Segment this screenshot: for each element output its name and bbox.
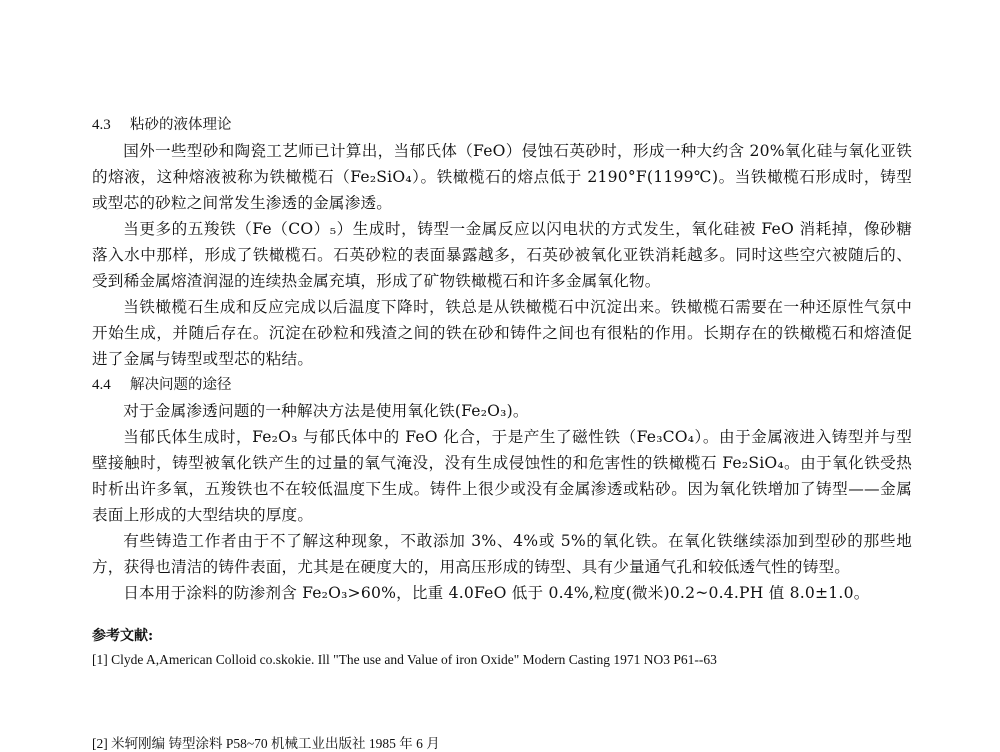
section-title: 解决问题的途径 (130, 377, 232, 393)
reference-item: [1] Clyde A,American Colloid co.skokie. Ill "The use and Value of iron Oxide" Modern Casting 1971 NO3 P61--63 (92, 652, 717, 667)
section-title: 粘砂的液体理论 (130, 117, 232, 133)
section-number: 4.3 (92, 117, 111, 133)
paragraph: 国外一些型砂和陶瓷工艺师已计算出，当郁氏体（FeO）侵蚀石英砂时，形成一种大约含 20%氧化硅与氧化亚铁的熔液，这种熔液被称为铁橄榄石（Fe₂SiO₄）。铁橄榄石的熔点低于 2190°F(1199℃)。当铁橄榄石形成时，铸型或型芯的砂粒之间常发生渗透的金属渗透。 (92, 142, 912, 212)
references-title: 参考文献: (92, 628, 154, 644)
document-page (92, 112, 912, 672)
paragraph: 日本用于涂料的防渗剂含 Fe₂O₃>60%，比重 4.0FeO 低于 0.4%,粒度(微米)0.2~0.4.PH 值 8.0±1.0。 (123, 584, 870, 602)
paragraph: 当更多的五羧铁（Fe（CO）₅）生成时，铸型一金属反应以闪电状的方式发生，氧化硅被 FeO 消耗掉，像砂糖落入水中那样，形成了铁橄榄石。石英砂粒的表面暴露越多，石英砂被氧化亚铁消耗越多。同时这些空穴被随后的、受到稀金属熔渣润湿的连续热金属充填，形成了矿物铁橄榄石和许多金属氧化物。 (92, 220, 912, 290)
paragraph: 对于金属渗透问题的一种解决方法是使用氧化铁(Fe₂O₃)。 (123, 402, 529, 420)
section-heading-4-3 (92, 112, 912, 138)
paragraph: 当铁橄榄石生成和反应完成以后温度下降时，铁总是从铁橄榄石中沉淀出来。铁橄榄石需要在一种还原性气氛中开始生成，并随后存在。沉淀在砂粒和残渣之间的铁在砂和铸件之间也有很粘的作用。长期存在的铁橄榄石和熔渣促进了金属与铸型或型芯的粘结。 (92, 298, 912, 368)
paragraph: 当郁氏体生成时，Fe₂O₃ 与郁氏体中的 FeO 化合，于是产生了磁性铁（Fe₃CO₄）。由于金属液进入铸型并与型壁接触时，铸型被氧化铁产生的过量的氧气淹没，没有生成侵蚀性的和危害性的铁橄榄石 Fe₂SiO₄。由于氧化铁受热时析出许多氧，五羧铁也不在较低温度下生成。铸件上很少或没有金属渗透或粘砂。因为氧化铁增加了铸型——金属表面上形成的大型结块的厚度。 (92, 428, 912, 524)
reference-item: [2] 米轲刚编 铸型涂料 P58~70 机械工业出版社 1985 年 6 月 (92, 736, 440, 751)
section-number: 4.4 (92, 377, 111, 393)
paragraph: 有些铸造工作者由于不了解这种现象，不敢添加 3%、4%或 5%的氧化铁。在氧化铁继续添加到型砂的那些地方，获得也清洁的铸件表面，尤其是在硬度大的，用高压形成的铸型、具有少量通气孔和较低透气性的铸型。 (92, 532, 912, 576)
section-heading-4-4 (92, 372, 912, 398)
